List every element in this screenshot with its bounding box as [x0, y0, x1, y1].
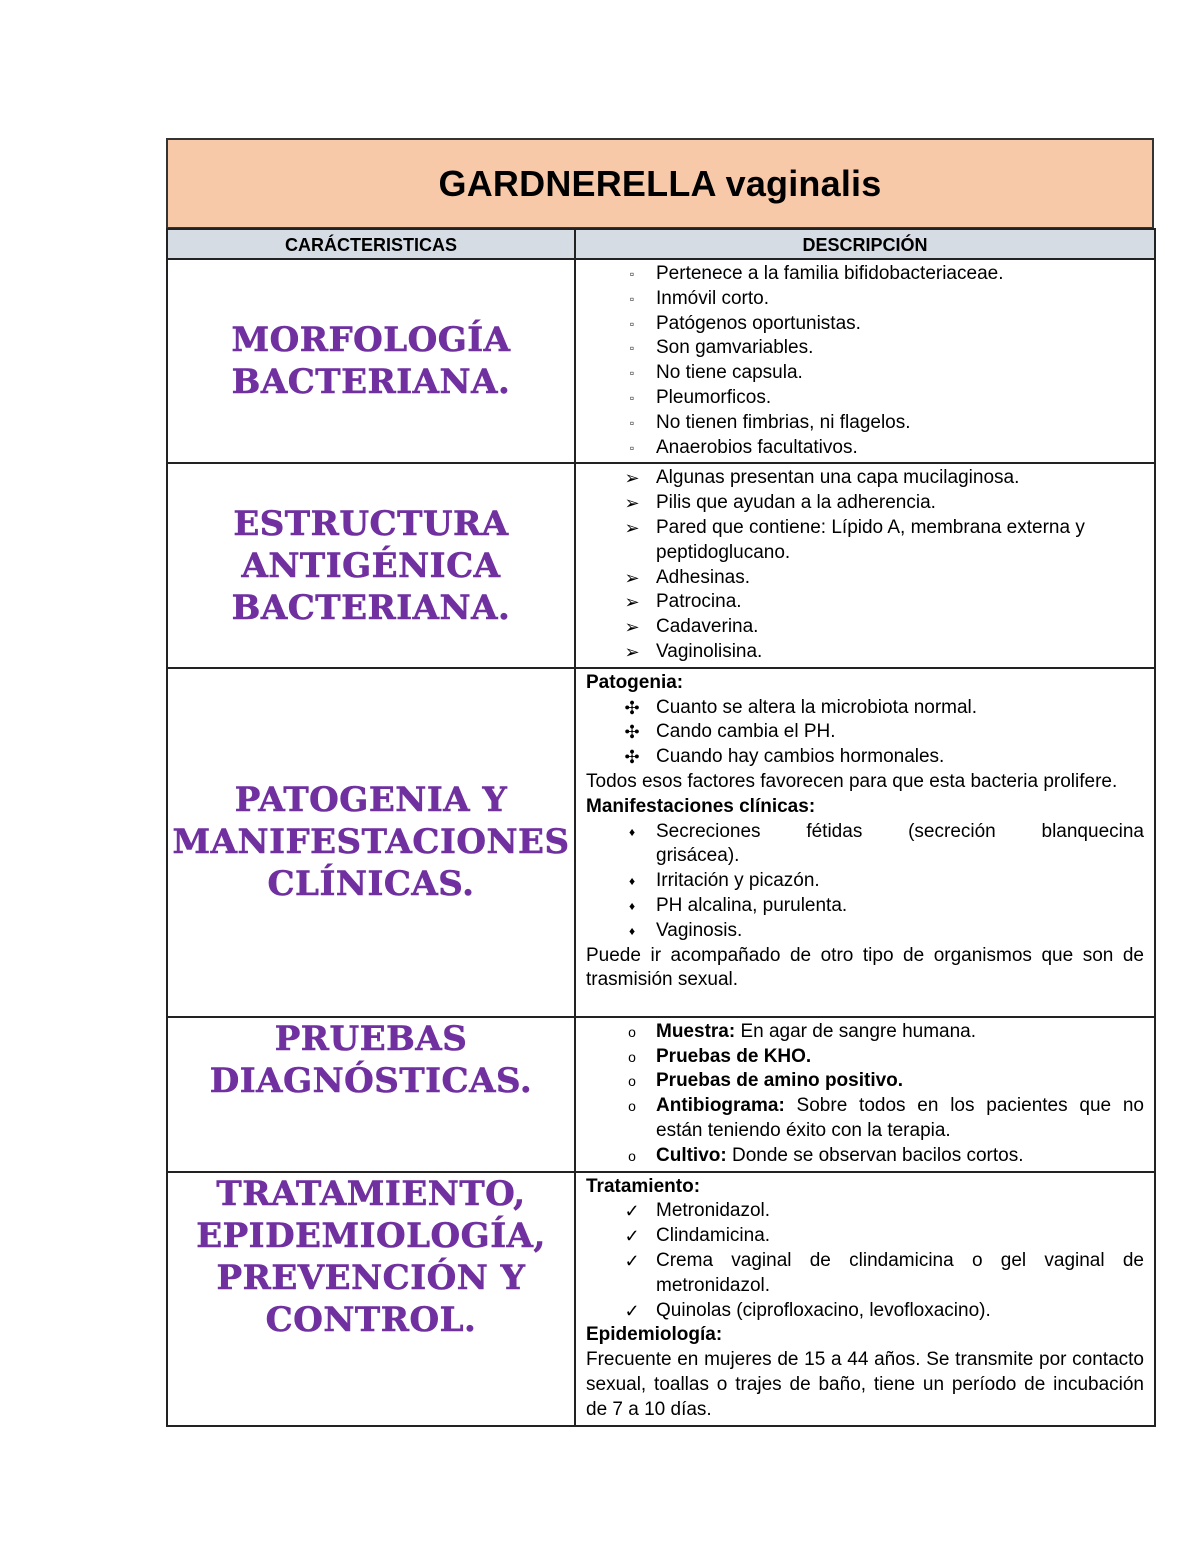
list-item: ♦ Vaginosis.	[586, 919, 1144, 944]
list-item: ✣ Cando cambia el PH.	[586, 720, 1144, 745]
paragraph: Frecuente en mujeres de 15 a 44 años. Se transmite por contacto sexual, toallas o trajes de baño, tiene un período de incubación de 7 a 10 días.	[586, 1349, 1144, 1420]
list-item: ➢ Vaginolisina.	[586, 640, 1144, 665]
list-item: ♦ PH alcalina, purulenta.	[586, 894, 1144, 919]
list-item: ✣ Cuanto se altera la microbiota normal.	[586, 696, 1144, 721]
list-item: ▫ Anaerobios facultativos.	[586, 436, 1144, 461]
square-bullet-icon: ▫	[629, 341, 635, 356]
header-descripcion: DESCRIPCIÓN	[575, 229, 1155, 259]
table-row	[167, 668, 1155, 1017]
paragraph: Todos esos factores favorecen para que esta bacteria prolifere.	[586, 770, 1118, 792]
section-heading: Tratamiento:	[586, 1175, 701, 1197]
square-bullet-icon: ▫	[629, 415, 635, 430]
checkmark-bullet-icon: ✓	[624, 1300, 640, 1321]
arrow-bullet-icon: ➢	[624, 493, 640, 514]
category-cell	[167, 668, 575, 1017]
list-item: ➢ Pared que contiene: Lípido A, membrana externa y peptidoglucano.	[586, 516, 1144, 566]
small-diamond-bullet-icon: ♦	[628, 874, 636, 889]
section-heading: Patogenia:	[586, 671, 684, 693]
list-item: ▫ Patógenos oportunistas.	[586, 312, 1144, 337]
list-item: ♦ Secreciones fétidas (secreción blanquecina grisácea).	[586, 820, 1144, 870]
document-sheet	[166, 138, 1154, 1427]
list-item: ✓ Clindamicina.	[586, 1224, 1144, 1249]
category-cell	[167, 259, 575, 463]
circle-bullet-icon: o	[628, 1147, 636, 1164]
arrow-bullet-icon: ➢	[624, 592, 640, 613]
list-item: o Cultivo: Donde se observan bacilos cortos.	[586, 1144, 1144, 1169]
table-header-row	[167, 229, 1155, 259]
list-item: ▫ No tienen fimbrias, ni flagelos.	[586, 411, 1144, 436]
category-label: TRATAMIENTO, EPIDEMIOLOGÍA, PREVENCIÓN Y CONTROL.	[196, 1173, 546, 1340]
list-item: ✓ Crema vaginal de clindamicina o gel vaginal de metronidazol.	[586, 1249, 1144, 1299]
four-diamond-bullet-icon: ✣	[624, 697, 640, 718]
arrow-bullet-icon: ➢	[624, 468, 640, 489]
circle-bullet-icon: o	[628, 1023, 636, 1040]
small-diamond-bullet-icon: ♦	[628, 923, 636, 938]
arrow-bullet-icon: ➢	[624, 517, 640, 538]
list-item: ▫ Pertenece a la familia bifidobacteriaceae.	[586, 262, 1144, 287]
bullet-list	[586, 262, 1144, 460]
circle-bullet-icon: o	[628, 1073, 636, 1090]
square-bullet-icon: ▫	[629, 366, 635, 381]
circle-bullet-icon: o	[628, 1048, 636, 1065]
list-item: o Antibiograma: Sobre todos en los pacientes que no están teniendo éxito con la terapia.	[586, 1094, 1144, 1144]
checkmark-bullet-icon: ✓	[624, 1250, 640, 1271]
description-cell	[575, 668, 1155, 1017]
arrow-bullet-icon: ➢	[624, 567, 640, 588]
table-row	[167, 1017, 1155, 1172]
arrow-bullet-icon: ➢	[624, 641, 640, 662]
small-diamond-bullet-icon: ♦	[628, 824, 636, 839]
list-item: ▫ Inmóvil corto.	[586, 287, 1144, 312]
bullet-list	[586, 696, 1144, 770]
list-item: ➢ Cadaverina.	[586, 615, 1144, 640]
checkmark-bullet-icon: ✓	[624, 1226, 640, 1247]
list-item: o Muestra: En agar de sangre humana.	[586, 1020, 1144, 1045]
bullet-list	[586, 1020, 1144, 1169]
checkmark-bullet-icon: ✓	[624, 1201, 640, 1222]
square-bullet-icon: ▫	[629, 440, 635, 455]
square-bullet-icon: ▫	[629, 267, 635, 281]
section-heading: Manifestaciones clínicas:	[586, 795, 816, 817]
category-label: PRUEBAS DIAGNÓSTICAS.	[209, 1018, 533, 1101]
category-label: MORFOLOGÍA BACTERIANA.	[231, 320, 511, 403]
list-item: o Pruebas de KHO.	[586, 1045, 1144, 1070]
info-table	[166, 228, 1156, 1427]
table-row	[167, 259, 1155, 463]
page-title: GARDNERELLA vaginalis	[438, 162, 882, 204]
list-item: ▫ Son gamvariables.	[586, 336, 1144, 361]
title-banner	[166, 138, 1154, 228]
circle-bullet-icon: o	[628, 1098, 636, 1115]
list-item: ✣ Cuando hay cambios hormonales.	[586, 745, 1144, 770]
list-item: ➢ Pilis que ayudan a la adherencia.	[586, 491, 1144, 516]
list-item: ➢ Algunas presentan una capa mucilaginosa.	[586, 466, 1144, 491]
table-row	[167, 463, 1155, 667]
list-item: ▫ No tiene capsula.	[586, 361, 1144, 386]
arrow-bullet-icon: ➢	[624, 617, 640, 638]
section-heading: Epidemiología:	[586, 1324, 723, 1346]
list-item: ➢ Adhesinas.	[586, 566, 1144, 591]
square-bullet-icon: ▫	[629, 291, 635, 306]
square-bullet-icon: ▫	[629, 390, 635, 405]
list-item: ▫ Pleumorficos.	[586, 386, 1144, 411]
list-item: ➢ Patrocina.	[586, 590, 1144, 615]
bullet-list	[586, 466, 1144, 664]
square-bullet-icon: ▫	[629, 316, 635, 331]
category-label: ESTRUCTURA ANTIGÉNICA BACTERIANA.	[231, 503, 511, 628]
paragraph: Puede ir acompañado de otro tipo de organismos que son de trasmisión sexual.	[586, 944, 1144, 991]
description-cell	[575, 259, 1155, 463]
header-caracteristicas: CARÁCTERISTICAS	[167, 229, 575, 259]
description-cell	[575, 463, 1155, 667]
list-item: ✓ Quinolas (ciprofloxacino, levofloxacino).	[586, 1299, 1144, 1324]
description-cell	[575, 1017, 1155, 1172]
description-cell	[575, 1172, 1155, 1426]
category-cell	[167, 1172, 575, 1426]
table-row	[167, 1172, 1155, 1426]
small-diamond-bullet-icon: ♦	[628, 898, 636, 913]
list-item: o Pruebas de amino positivo.	[586, 1069, 1144, 1094]
category-cell	[167, 1017, 575, 1172]
bullet-list	[586, 1199, 1144, 1323]
category-cell	[167, 463, 575, 667]
list-item: ♦ Irritación y picazón.	[586, 869, 1144, 894]
category-label: PATOGENIA Y MANIFESTACIONES CLÍNICAS.	[172, 780, 570, 905]
four-diamond-bullet-icon: ✣	[624, 722, 640, 743]
four-diamond-bullet-icon: ✣	[624, 747, 640, 768]
list-item: ✓ Metronidazol.	[586, 1199, 1144, 1224]
bullet-list	[586, 820, 1144, 944]
